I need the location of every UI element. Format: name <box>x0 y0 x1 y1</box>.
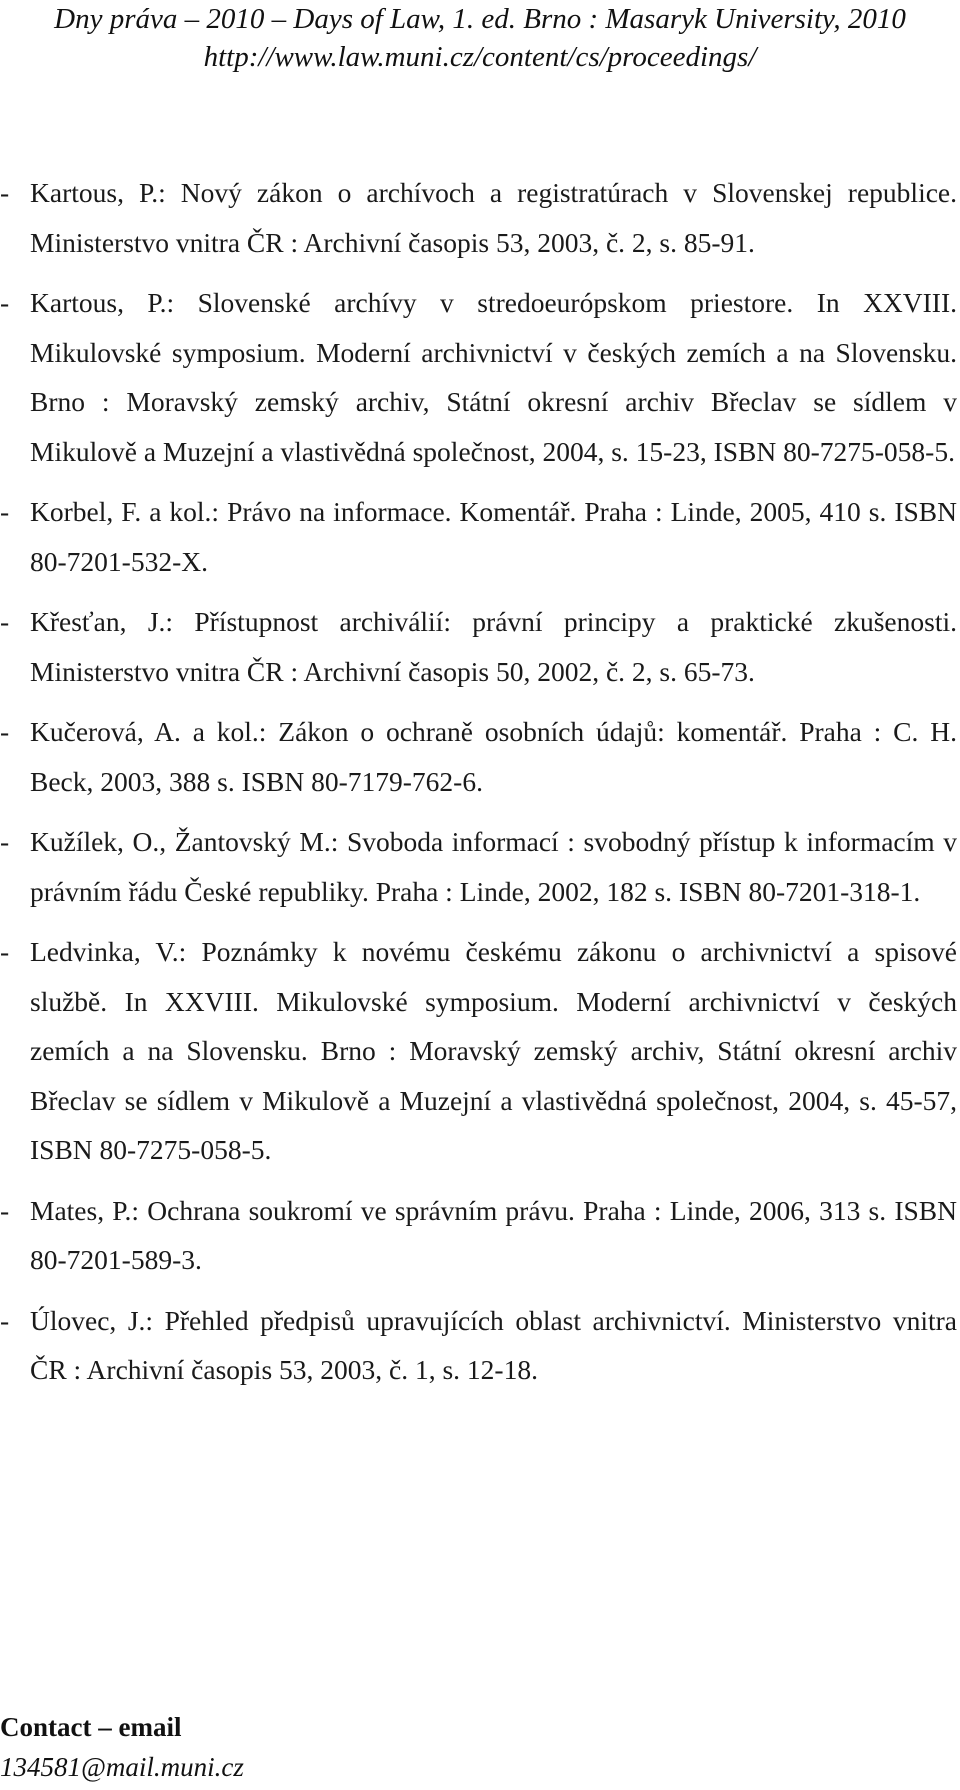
proceedings-citation: Dny práva – 2010 – Days of Law, 1. ed. Brno : Masaryk University, 2010 <box>54 3 906 35</box>
list-dash: - <box>0 496 10 527</box>
reference-item <box>0 927 957 1175</box>
reference-text: Křesťan, J.: Přístupnost archiválií: právní principy a praktické zkušenosti. Ministerstvo vnitra ČR : Archivní časopis 50, 2002, č. 2, s. 65-73. <box>30 606 957 687</box>
reference-item <box>0 707 957 806</box>
reference-item <box>0 1186 957 1285</box>
proceedings-url: http://www.law.muni.cz/content/cs/proceedings/ <box>203 41 757 73</box>
page-header <box>0 0 960 76</box>
reference-item <box>0 487 957 586</box>
reference-list <box>0 168 957 1406</box>
reference-text: Mates, P.: Ochrana soukromí ve správním právu. Praha : Linde, 2006, 313 s. ISBN 80-7201-589-3. <box>30 1194 957 1275</box>
reference-text: Kartous, P.: Nový zákon o archívoch a registratúrach v Slovenskej republice. Ministerstvo vnitra ČR : Archivní časopis 53, 2003, č. 2, s. 85-91. <box>30 177 957 258</box>
list-dash: - <box>0 716 10 747</box>
reference-item <box>0 597 957 696</box>
reference-text: Kučerová, A. a kol.: Zákon o ochraně osobních údajů: komentář. Praha : C. H. Beck, 2003, 388 s. ISBN 80-7179-762-6. <box>30 716 957 797</box>
reference-text: Kartous, P.: Slovenské archívy v stredoeurópskom priestore. In XXVIII. Mikulovské symposium. Moderní archivnictví v českých zemích a na Slovensku. Brno : Moravský zemský archiv, Státní okresní archiv Břeclav se sídlem v Mikulově a Muzejní a vlastivědná společnost, 2004, s. 15-23, ISBN 80-7275-058-5. <box>30 287 957 467</box>
list-dash: - <box>0 826 10 857</box>
reference-text: Ledvinka, V.: Poznámky k novému českému zákonu o archivnictví a spisové službě. In XXVIII. Mikulovské symposium. Moderní archivnictví v českých zemích a na Slovensku. Brno : Moravský zemský archiv, Státní okresní archiv Břeclav se sídlem v Mikulově a Muzejní a vlastivědná společnost, 2004, s. 45-57, ISBN 80-7275-058-5. <box>30 936 957 1165</box>
list-dash: - <box>0 936 10 967</box>
reference-text: Korbel, F. a kol.: Právo na informace. Komentář. Praha : Linde, 2005, 410 s. ISBN 80-7201-532-X. <box>30 496 957 577</box>
list-dash: - <box>0 177 10 208</box>
reference-item <box>0 168 957 267</box>
contact-label: Contact – email <box>0 1712 182 1742</box>
contact-block <box>0 1707 244 1787</box>
reference-item <box>0 817 957 916</box>
list-dash: - <box>0 1304 10 1336</box>
list-dash: - <box>0 606 10 637</box>
reference-item <box>0 278 957 476</box>
contact-email: 134581@mail.muni.cz <box>0 1752 244 1782</box>
list-dash: - <box>0 287 10 318</box>
reference-text: Kužílek, O., Žantovský M.: Svoboda informací : svobodný přístup k informacím v právním řádu České republiky. Praha : Linde, 2002, 182 s. ISBN 80-7201-318-1. <box>30 826 957 907</box>
list-dash: - <box>0 1194 10 1226</box>
reference-item <box>0 1296 957 1395</box>
reference-text: Úlovec, J.: Přehled předpisů upravujících oblast archivnictví. Ministerstvo vnitra ČR : Archivní časopis 53, 2003, č. 1, s. 12-18. <box>30 1304 957 1385</box>
